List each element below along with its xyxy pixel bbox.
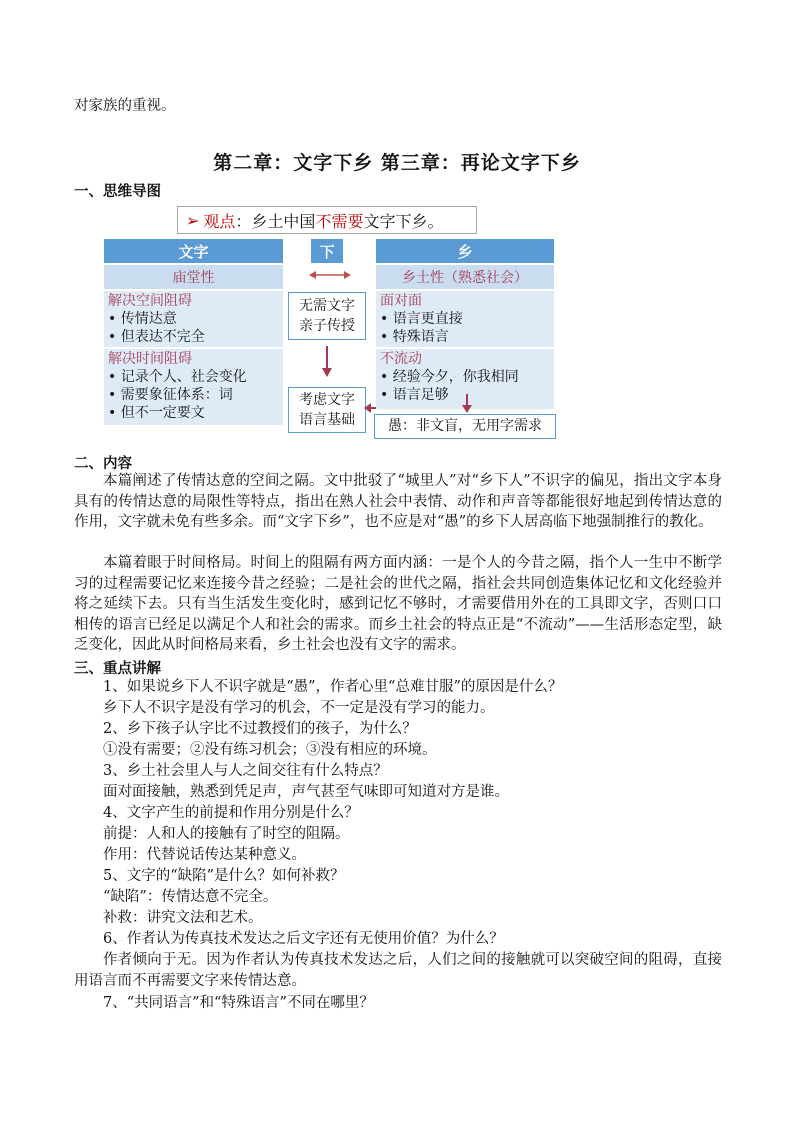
answer: ①没有需要；②没有练习机会；③没有相应的环境。 <box>103 742 437 758</box>
content-paragraph-1: 本篇阐述了传情达意的空间之隔。文中批驳了“城里人”对“乡下人”不识字的偏见，指出文字本身具有的传情达意的局限性等特点，指出在熟人社会中表情、动作和声音等都能很好地起到传情达意的作用，文字就未免有些多余。而“文字下乡”，也不应是对“愚”的乡下人居高临下地强制推行的教化。 <box>74 473 722 530</box>
middle-box-no-text <box>288 292 366 340</box>
right-group-face-title: 面对面 <box>380 293 422 309</box>
right-group-face-item: • 语言更直接 <box>380 310 463 328</box>
middle-box-line: 考虑文字 <box>299 392 355 408</box>
right-group-static-title: 不流动 <box>380 351 422 367</box>
viewpoint-box <box>177 206 477 234</box>
left-group-space-item: • 传情达意 <box>108 310 177 328</box>
question: 1、如果说乡下人不识字就是“愚”，作者心里“总难甘服”的原因是什么？ <box>103 679 563 695</box>
left-group-time-title: 解决时间阻碍 <box>108 351 192 367</box>
section-heading-mindmap: 一、思维导图 <box>74 184 161 200</box>
intro-line: 对家族的重视。 <box>74 98 176 114</box>
left-group-space <box>104 291 283 347</box>
question: 6、作者认为传真技术发达之后文字还有无使用价值？为什么？ <box>103 931 504 947</box>
question: 3、乡土社会里人与人之间交往有什么特点？ <box>103 763 388 779</box>
left-group-time-item: • 记录个人、社会变化 <box>108 368 247 386</box>
question: 2、乡下孩子认字比不过教授们的孩子，为什么？ <box>103 721 417 737</box>
left-group-time-item: • 需要象征体系：词 <box>108 386 233 404</box>
question: 5、文字的“缺陷”是什么？如何补救？ <box>103 868 345 884</box>
double-arrow-icon <box>308 268 352 282</box>
viewpoint-emphasis: 不需要 <box>315 211 364 231</box>
arrow-bullet-icon: ➢ <box>186 210 200 230</box>
answer: “缺陷”：传情达意不完全。 <box>103 889 278 905</box>
question: 4、文字产生的前提和作用分别是什么？ <box>103 805 359 821</box>
section-heading-key-points: 三、重点讲解 <box>74 661 161 677</box>
chapter-title: 第二章：文字下乡 第三章：再论文字下乡 <box>213 152 581 174</box>
down-arrow-icon <box>320 346 334 378</box>
middle-header: 下 <box>311 239 343 263</box>
viewpoint-rest: 文字下乡。 <box>363 211 444 231</box>
left-group-time-item: • 但不一定要文 <box>108 404 205 422</box>
viewpoint-text: ：乡土中国 <box>235 211 316 231</box>
section-heading-content: 二、内容 <box>74 456 132 472</box>
left-header: 文字 <box>104 239 283 263</box>
right-group-face <box>376 291 554 347</box>
answer: 补救：讲究文法和艺术。 <box>103 910 263 926</box>
right-group-static-item: • 语言足够 <box>380 386 449 404</box>
middle-box-consider-text <box>288 387 366 433</box>
content-paragraph-2: 本篇着眼于时间格局。时间上的阻隔有两方面内涵：一是个人的今昔之隔，指个人一生中不断学习的过程需要记忆来连接今昔之经验；二是社会的世代之隔，指社会共同创造集体记忆和文化经验并将之延续下去。只有当生活发生变化时，感到记忆不够时，才需要借用外在的工具即文字，否则口口相传的语言已经足以满足个人和社会的需求。而乡土社会的特点正是“不流动”——生活形态定型，缺乏变化，因此从时间格局来看，乡土社会也没有文字的需求。 <box>74 555 722 653</box>
answer: 面对面接触，熟悉到凭足声，声气甚至气味即可知道对方是谁。 <box>103 784 509 800</box>
answer: 作用：代替说话传达某种意义。 <box>103 847 306 863</box>
middle-box-line: 亲子传授 <box>299 318 355 334</box>
left-group-space-item: • 但表达不完全 <box>108 328 205 346</box>
right-group-face-item: • 特殊语言 <box>380 328 449 346</box>
middle-box-line: 无需文字 <box>299 298 355 314</box>
answer: 前提：人和人的接触有了时空的阻隔。 <box>103 826 350 842</box>
right-group-static-item: • 经验今夕，你我相同 <box>380 368 519 386</box>
right-bottom-box: 愚：非文盲，无用字需求 <box>374 414 556 439</box>
viewpoint-label: 观点 <box>203 211 236 231</box>
left-subheader: 庙堂性 <box>104 265 283 289</box>
left-group-time <box>104 349 283 425</box>
answer: 乡下人不识字是没有学习的机会，不一定是没有学习的能力。 <box>103 700 495 716</box>
answer-q6: 作者倾向于无。因为作者认为传真技术发达之后，人们之间的接触就可以突破空间的阻碍，直接用语言而不再需要文字来传情达意。 <box>74 952 722 989</box>
right-header: 乡 <box>376 239 554 263</box>
mind-map <box>104 204 556 440</box>
down-arrow-icon <box>460 394 474 414</box>
middle-box-line: 语言基础 <box>299 412 355 428</box>
right-subheader: 乡土性（熟悉社会） <box>376 265 554 289</box>
question: 7、“共同语言”和“特殊语言”不同在哪里？ <box>103 995 374 1011</box>
left-group-space-title: 解决空间阻碍 <box>108 293 192 309</box>
